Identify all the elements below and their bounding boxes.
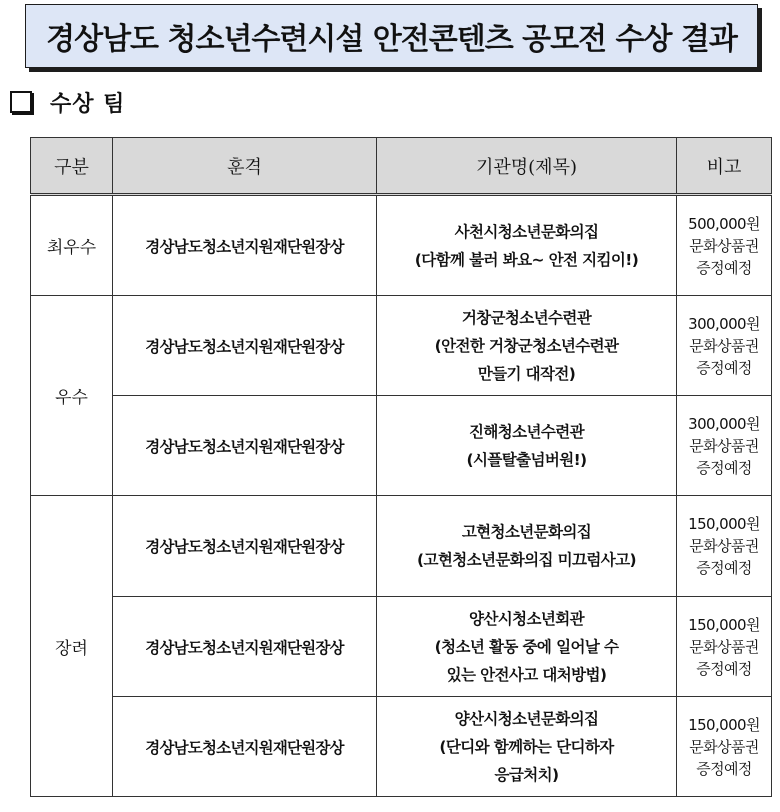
institution-line: (다함께 불러 봐요~ 안전 지킴이!) <box>414 250 639 269</box>
note-line: 문화상품권 <box>689 336 759 355</box>
note-line: 증정예정 <box>696 458 752 477</box>
institution-cell <box>377 597 677 697</box>
table-header-row <box>31 138 772 195</box>
header-category: 구분 <box>31 138 113 195</box>
note-line: 문화상품권 <box>689 236 759 255</box>
table-row <box>31 496 772 597</box>
institution-line: (고현청소년문화의집 미끄럼사고) <box>417 551 636 569</box>
note-cell <box>677 496 772 597</box>
note-line: 150,000원 <box>688 615 760 634</box>
note-line: 문화상품권 <box>689 637 759 656</box>
institution-line: (단디와 함께하는 단디하자 <box>439 737 614 756</box>
table-row <box>31 396 772 496</box>
note-line: 300,000원 <box>688 314 760 333</box>
checkbox-square-icon <box>10 91 32 113</box>
note-line: 300,000원 <box>688 414 760 433</box>
category-excellence: 우수 <box>31 296 113 496</box>
honor-cell: 경상남도청소년지원재단원장상 <box>113 597 377 697</box>
institution-line: 진해청소년수련관 <box>469 422 584 441</box>
header-institution: 기관명(제목) <box>377 138 677 195</box>
table-row <box>31 296 772 396</box>
note-line: 증정예정 <box>696 559 752 577</box>
institution-line: (청소년 활동 중에 일어날 수 <box>434 637 619 656</box>
institution-cell <box>377 296 677 396</box>
note-cell <box>677 396 772 496</box>
note-line: 150,000원 <box>688 715 760 734</box>
note-line: 500,000원 <box>688 214 760 233</box>
note-line: 증정예정 <box>696 358 752 377</box>
note-line: 150,000원 <box>688 515 760 533</box>
institution-line: (안전한 거창군청소년수련관 <box>434 336 619 355</box>
page-title: 경상남도 청소년수련시설 안전콘텐츠 공모전 수상 결과 <box>46 22 737 57</box>
institution-line: 고현청소년문화의집 <box>461 523 592 541</box>
note-cell <box>677 597 772 697</box>
category-encourage: 장려 <box>31 496 113 797</box>
table-row <box>31 597 772 697</box>
honor-cell: 경상남도청소년지원재단원장상 <box>113 697 377 797</box>
note-line: 문화상품권 <box>689 537 759 555</box>
note-line: 증정예정 <box>696 659 752 678</box>
institution-line: 거창군청소년수련관 <box>461 308 592 327</box>
institution-line: 양산시청소년회관 <box>469 609 584 628</box>
institution-cell <box>377 195 677 296</box>
institution-cell <box>377 697 677 797</box>
section-label: 수상 팀 <box>50 91 126 117</box>
section-header <box>10 86 125 118</box>
institution-line: 응급처치) <box>494 765 559 784</box>
note-cell <box>677 697 772 797</box>
note-cell <box>677 296 772 396</box>
note-line: 문화상품권 <box>689 737 759 756</box>
awards-table <box>30 137 772 797</box>
institution-line: 사천시청소년문화의집 <box>454 222 599 241</box>
header-note: 비고 <box>677 138 772 195</box>
note-line: 증정예정 <box>696 258 752 277</box>
institution-cell <box>377 396 677 496</box>
institution-line: 만들기 대작전) <box>477 364 576 383</box>
category-grand: 최우수 <box>31 195 113 296</box>
title-box <box>25 4 758 68</box>
note-line: 증정예정 <box>696 759 752 778</box>
honor-cell: 경상남도청소년지원재단원장상 <box>113 396 377 496</box>
note-cell <box>677 195 772 296</box>
institution-line: (시플탈출넘버원!) <box>466 450 587 469</box>
table-row <box>31 697 772 797</box>
institution-cell <box>377 496 677 597</box>
institution-line: 있는 안전사고 대처방법) <box>446 665 607 684</box>
honor-cell: 경상남도청소년지원재단원장상 <box>113 296 377 396</box>
table-row <box>31 195 772 296</box>
honor-cell: 경상남도청소년지원재단원장상 <box>113 195 377 296</box>
note-line: 문화상품권 <box>689 436 759 455</box>
header-honor: 훈격 <box>113 138 377 195</box>
honor-cell: 경상남도청소년지원재단원장상 <box>113 496 377 597</box>
institution-line: 양산시청소년문화의집 <box>454 709 599 728</box>
